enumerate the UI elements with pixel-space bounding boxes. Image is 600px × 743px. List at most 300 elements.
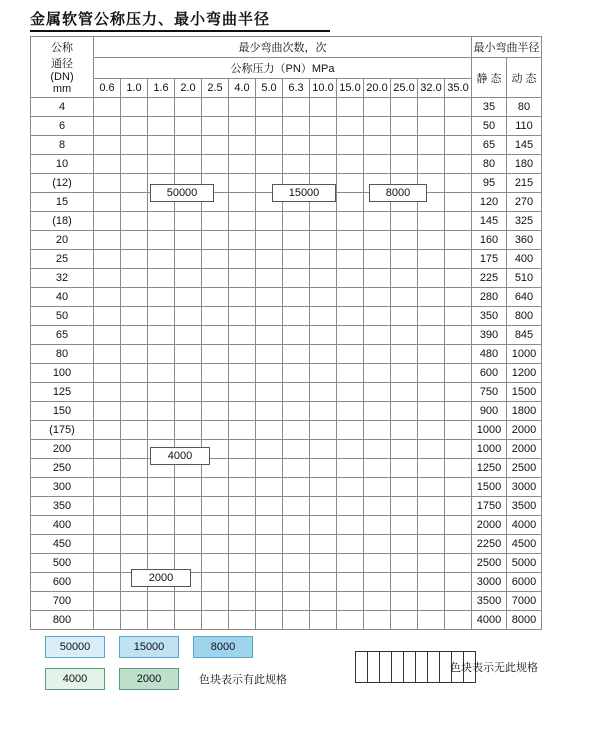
matrix-cell: [445, 250, 472, 269]
matrix-cell: [256, 212, 283, 231]
dn-value: 800: [31, 611, 94, 630]
radius-static-value: 50: [472, 117, 507, 136]
matrix-cell: [391, 516, 418, 535]
matrix-cell: [364, 250, 391, 269]
matrix-cell: [337, 117, 364, 136]
matrix-cell: [445, 326, 472, 345]
matrix-cell: [445, 535, 472, 554]
matrix-cell: [364, 554, 391, 573]
radius-dynamic-value: 7000: [507, 592, 542, 611]
table-row: [31, 592, 542, 611]
matrix-cell: [310, 573, 337, 592]
table-head: [31, 37, 542, 98]
matrix-cell: [256, 364, 283, 383]
matrix-cell: [364, 459, 391, 478]
pn-column-header: 5.0: [256, 79, 283, 98]
legend-box-8000: 8000: [193, 636, 253, 658]
matrix-cell: [256, 288, 283, 307]
radius-dynamic-value: 510: [507, 269, 542, 288]
matrix-cell: [202, 364, 229, 383]
matrix-cell: [94, 402, 121, 421]
radius-static-value: 4000: [472, 611, 507, 630]
pn-column-header: 10.0: [310, 79, 337, 98]
matrix-cell: [202, 402, 229, 421]
matrix-cell: [445, 421, 472, 440]
matrix-cell: [283, 421, 310, 440]
pn-column-header: 32.0: [418, 79, 445, 98]
radius-static-value: 35: [472, 98, 507, 117]
matrix-cell: [337, 573, 364, 592]
matrix-cell: [391, 478, 418, 497]
matrix-cell: [391, 326, 418, 345]
dn-value: 6: [31, 117, 94, 136]
matrix-cell: [229, 231, 256, 250]
matrix-cell: [391, 459, 418, 478]
matrix-cell: [121, 402, 148, 421]
matrix-cell: [121, 421, 148, 440]
matrix-cell: [121, 478, 148, 497]
matrix-cell: [229, 193, 256, 212]
matrix-cell: [283, 497, 310, 516]
matrix-cell: [337, 345, 364, 364]
matrix-cell: [283, 440, 310, 459]
matrix-cell: [256, 440, 283, 459]
matrix-cell: [256, 478, 283, 497]
dn-value: 400: [31, 516, 94, 535]
matrix-cell: [337, 212, 364, 231]
matrix-cell: [94, 554, 121, 573]
matrix-cell: [148, 535, 175, 554]
matrix-cell: [310, 402, 337, 421]
matrix-cell: [256, 269, 283, 288]
table-row: [31, 307, 542, 326]
matrix-cell: [229, 440, 256, 459]
radius-dynamic-value: 3500: [507, 497, 542, 516]
matrix-cell: [175, 421, 202, 440]
matrix-cell: [256, 516, 283, 535]
matrix-cell: [310, 421, 337, 440]
callout-label: 4000: [150, 447, 210, 465]
matrix-cell: [418, 231, 445, 250]
matrix-cell: [229, 117, 256, 136]
dn-value: 8: [31, 136, 94, 155]
radius-dynamic-value: 1000: [507, 345, 542, 364]
matrix-cell: [175, 98, 202, 117]
radius-static-value: 280: [472, 288, 507, 307]
matrix-cell: [364, 611, 391, 630]
matrix-cell: [337, 535, 364, 554]
matrix-cell: [364, 364, 391, 383]
table-row: [31, 117, 542, 136]
pn-column-header: 25.0: [391, 79, 418, 98]
matrix-cell: [337, 269, 364, 288]
pn-column-header: 2.0: [175, 79, 202, 98]
matrix-cell: [229, 535, 256, 554]
legend-grid-cell: [404, 652, 416, 683]
matrix-cell: [121, 155, 148, 174]
matrix-cell: [121, 307, 148, 326]
matrix-cell: [94, 440, 121, 459]
matrix-cell: [121, 326, 148, 345]
legend-grid-cell: [416, 652, 428, 683]
matrix-cell: [310, 307, 337, 326]
matrix-cell: [121, 212, 148, 231]
matrix-cell: [121, 250, 148, 269]
matrix-cell: [364, 326, 391, 345]
dn-value: 450: [31, 535, 94, 554]
matrix-cell: [283, 592, 310, 611]
matrix-cell: [256, 307, 283, 326]
matrix-cell: [445, 383, 472, 402]
matrix-cell: [94, 98, 121, 117]
callout-label: 2000: [131, 569, 191, 587]
radius-dynamic-value: 640: [507, 288, 542, 307]
matrix-cell: [310, 345, 337, 364]
matrix-cell: [364, 535, 391, 554]
pn-column-header: 15.0: [337, 79, 364, 98]
matrix-cell: [445, 288, 472, 307]
matrix-cell: [283, 516, 310, 535]
dn-header-line-1: 公称: [51, 42, 73, 54]
matrix-cell: [310, 478, 337, 497]
matrix-cell: [445, 459, 472, 478]
matrix-cell: [283, 155, 310, 174]
matrix-cell: [94, 136, 121, 155]
matrix-cell: [229, 421, 256, 440]
dn-value: 350: [31, 497, 94, 516]
matrix-cell: [418, 592, 445, 611]
matrix-cell: [418, 117, 445, 136]
matrix-cell: [337, 402, 364, 421]
matrix-cell: [229, 592, 256, 611]
matrix-cell: [229, 136, 256, 155]
matrix-cell: [229, 364, 256, 383]
radius-static-value: 95: [472, 174, 507, 193]
matrix-cell: [148, 231, 175, 250]
matrix-cell: [391, 250, 418, 269]
matrix-cell: [229, 269, 256, 288]
matrix-cell: [310, 98, 337, 117]
matrix-cell: [337, 136, 364, 155]
matrix-cell: [337, 288, 364, 307]
matrix-cell: [175, 535, 202, 554]
matrix-cell: [256, 497, 283, 516]
matrix-cell: [283, 383, 310, 402]
matrix-cell: [418, 212, 445, 231]
spec-table: [30, 36, 542, 630]
table-row: [31, 383, 542, 402]
radius-static-value: 1000: [472, 440, 507, 459]
matrix-cell: [94, 174, 121, 193]
dn-value: (12): [31, 174, 94, 193]
matrix-cell: [256, 592, 283, 611]
matrix-cell: [337, 592, 364, 611]
matrix-cell: [121, 269, 148, 288]
matrix-cell: [94, 345, 121, 364]
radius-dynamic-value: 8000: [507, 611, 542, 630]
matrix-cell: [175, 269, 202, 288]
matrix-cell: [310, 212, 337, 231]
table-row: [31, 440, 542, 459]
matrix-cell: [229, 250, 256, 269]
table-row: [31, 98, 542, 117]
matrix-cell: [94, 269, 121, 288]
matrix-cell: [202, 231, 229, 250]
matrix-cell: [202, 288, 229, 307]
matrix-cell: [364, 440, 391, 459]
matrix-cell: [229, 307, 256, 326]
matrix-cell: [445, 611, 472, 630]
matrix-cell: [229, 611, 256, 630]
matrix-cell: [148, 345, 175, 364]
table-head-row-1: [31, 37, 542, 58]
radius-static-value: 175: [472, 250, 507, 269]
radius-dynamic-value: 2000: [507, 440, 542, 459]
matrix-cell: [391, 364, 418, 383]
pn-column-header: 20.0: [364, 79, 391, 98]
matrix-cell: [445, 364, 472, 383]
matrix-cell: [94, 611, 121, 630]
matrix-cell: [418, 288, 445, 307]
matrix-cell: [310, 592, 337, 611]
radius-dynamic-value: 4000: [507, 516, 542, 535]
matrix-cell: [121, 383, 148, 402]
matrix-cell: [175, 364, 202, 383]
matrix-cell: [94, 117, 121, 136]
radius-header: 最小弯曲半径: [472, 37, 542, 58]
matrix-cell: [310, 611, 337, 630]
radius-dynamic-value: 845: [507, 326, 542, 345]
legend-box-50000: 50000: [45, 636, 105, 658]
matrix-cell: [202, 592, 229, 611]
matrix-cell: [148, 98, 175, 117]
matrix-cell: [121, 535, 148, 554]
matrix-cell: [256, 326, 283, 345]
radius-dynamic-value: 4500: [507, 535, 542, 554]
matrix-cell: [391, 592, 418, 611]
matrix-cell: [202, 383, 229, 402]
matrix-cell: [256, 383, 283, 402]
matrix-cell: [310, 288, 337, 307]
matrix-cell: [121, 497, 148, 516]
matrix-cell: [94, 421, 121, 440]
matrix-cell: [175, 212, 202, 231]
matrix-cell: [256, 250, 283, 269]
radius-dynamic-value: 80: [507, 98, 542, 117]
matrix-cell: [445, 402, 472, 421]
matrix-cell: [364, 136, 391, 155]
matrix-cell: [256, 98, 283, 117]
matrix-cell: [337, 554, 364, 573]
matrix-cell: [283, 136, 310, 155]
table-row: [31, 459, 542, 478]
matrix-cell: [202, 535, 229, 554]
matrix-cell: [148, 516, 175, 535]
matrix-cell: [94, 573, 121, 592]
matrix-cell: [445, 345, 472, 364]
matrix-cell: [310, 516, 337, 535]
matrix-cell: [283, 611, 310, 630]
legend-grid-cell: [428, 652, 440, 683]
matrix-cell: [148, 136, 175, 155]
matrix-cell: [418, 478, 445, 497]
pn-column-header: 4.0: [229, 79, 256, 98]
pn-column-header: 1.0: [121, 79, 148, 98]
matrix-cell: [283, 212, 310, 231]
matrix-cell: [148, 307, 175, 326]
matrix-cell: [445, 516, 472, 535]
matrix-cell: [418, 383, 445, 402]
radius-dynamic-value: 360: [507, 231, 542, 250]
legend-box-15000: 15000: [119, 636, 179, 658]
matrix-cell: [283, 402, 310, 421]
matrix-cell: [364, 212, 391, 231]
matrix-cell: [148, 117, 175, 136]
matrix-cell: [445, 307, 472, 326]
matrix-cell: [445, 212, 472, 231]
radius-static-value: 600: [472, 364, 507, 383]
matrix-cell: [310, 459, 337, 478]
radius-static-value: 2000: [472, 516, 507, 535]
radius-dynamic-header: 动 态: [507, 58, 542, 98]
dn-header-line-3: (DN): [50, 71, 74, 83]
dn-value: 700: [31, 592, 94, 611]
matrix-cell: [121, 98, 148, 117]
dn-value: 500: [31, 554, 94, 573]
matrix-cell: [337, 307, 364, 326]
matrix-cell: [337, 155, 364, 174]
matrix-cell: [418, 497, 445, 516]
matrix-cell: [364, 98, 391, 117]
matrix-cell: [94, 535, 121, 554]
matrix-cell: [283, 554, 310, 573]
radius-static-value: 750: [472, 383, 507, 402]
matrix-cell: [391, 288, 418, 307]
matrix-cell: [202, 516, 229, 535]
matrix-cell: [202, 212, 229, 231]
radius-dynamic-value: 3000: [507, 478, 542, 497]
matrix-cell: [445, 478, 472, 497]
matrix-cell: [310, 497, 337, 516]
matrix-cell: [418, 535, 445, 554]
table-row: [31, 535, 542, 554]
matrix-cell: [310, 535, 337, 554]
table-row: [31, 212, 542, 231]
dn-value: 20: [31, 231, 94, 250]
matrix-cell: [283, 573, 310, 592]
matrix-cell: [418, 326, 445, 345]
matrix-cell: [229, 174, 256, 193]
matrix-cell: [337, 516, 364, 535]
dn-value: 40: [31, 288, 94, 307]
matrix-cell: [391, 155, 418, 174]
matrix-cell: [94, 478, 121, 497]
matrix-cell: [121, 136, 148, 155]
matrix-cell: [94, 459, 121, 478]
matrix-cell: [364, 307, 391, 326]
matrix-cell: [418, 554, 445, 573]
legend-grid-cell: [392, 652, 404, 683]
table-row: [31, 136, 542, 155]
matrix-cell: [310, 364, 337, 383]
matrix-cell: [310, 326, 337, 345]
matrix-cell: [364, 155, 391, 174]
matrix-cell: [364, 288, 391, 307]
radius-static-value: 80: [472, 155, 507, 174]
matrix-cell: [283, 345, 310, 364]
pn-header: 公称压力（PN）MPa: [94, 58, 472, 79]
radius-dynamic-value: 800: [507, 307, 542, 326]
radius-dynamic-value: 270: [507, 193, 542, 212]
matrix-cell: [364, 383, 391, 402]
matrix-cell: [391, 554, 418, 573]
radius-static-value: 2500: [472, 554, 507, 573]
matrix-cell: [175, 516, 202, 535]
matrix-cell: [256, 421, 283, 440]
matrix-cell: [391, 212, 418, 231]
radius-static-value: 65: [472, 136, 507, 155]
matrix-cell: [364, 497, 391, 516]
matrix-cell: [364, 421, 391, 440]
matrix-cell: [175, 402, 202, 421]
matrix-cell: [202, 136, 229, 155]
matrix-cell: [202, 155, 229, 174]
table-row: [31, 478, 542, 497]
matrix-cell: [94, 250, 121, 269]
matrix-cell: [175, 231, 202, 250]
table-row: [31, 326, 542, 345]
matrix-cell: [229, 516, 256, 535]
table-row: [31, 250, 542, 269]
legend-note-grid: 色块表示无此规格: [450, 662, 538, 674]
dn-value: 65: [31, 326, 94, 345]
radius-dynamic-value: 5000: [507, 554, 542, 573]
matrix-cell: [283, 117, 310, 136]
legend-box-4000: 4000: [45, 668, 105, 690]
matrix-cell: [337, 98, 364, 117]
matrix-cell: [283, 288, 310, 307]
matrix-cell: [148, 402, 175, 421]
dn-header-line-4: mm: [52, 83, 72, 95]
table-row: [31, 345, 542, 364]
matrix-cell: [121, 611, 148, 630]
dn-value: 150: [31, 402, 94, 421]
radius-static-value: 145: [472, 212, 507, 231]
matrix-cell: [283, 307, 310, 326]
matrix-cell: [391, 136, 418, 155]
matrix-cell: [175, 497, 202, 516]
dn-value: 300: [31, 478, 94, 497]
matrix-cell: [94, 326, 121, 345]
matrix-cell: [229, 326, 256, 345]
matrix-cell: [445, 592, 472, 611]
matrix-cell: [94, 231, 121, 250]
matrix-cell: [418, 136, 445, 155]
matrix-cell: [175, 611, 202, 630]
radius-dynamic-value: 325: [507, 212, 542, 231]
table-row: [31, 573, 542, 592]
matrix-cell: [202, 250, 229, 269]
dn-value: 4: [31, 98, 94, 117]
matrix-cell: [445, 497, 472, 516]
table-row: [31, 364, 542, 383]
callout-label: 15000: [272, 184, 336, 202]
matrix-cell: [337, 611, 364, 630]
matrix-cell: [94, 155, 121, 174]
matrix-cell: [229, 345, 256, 364]
matrix-cell: [445, 98, 472, 117]
matrix-cell: [310, 440, 337, 459]
